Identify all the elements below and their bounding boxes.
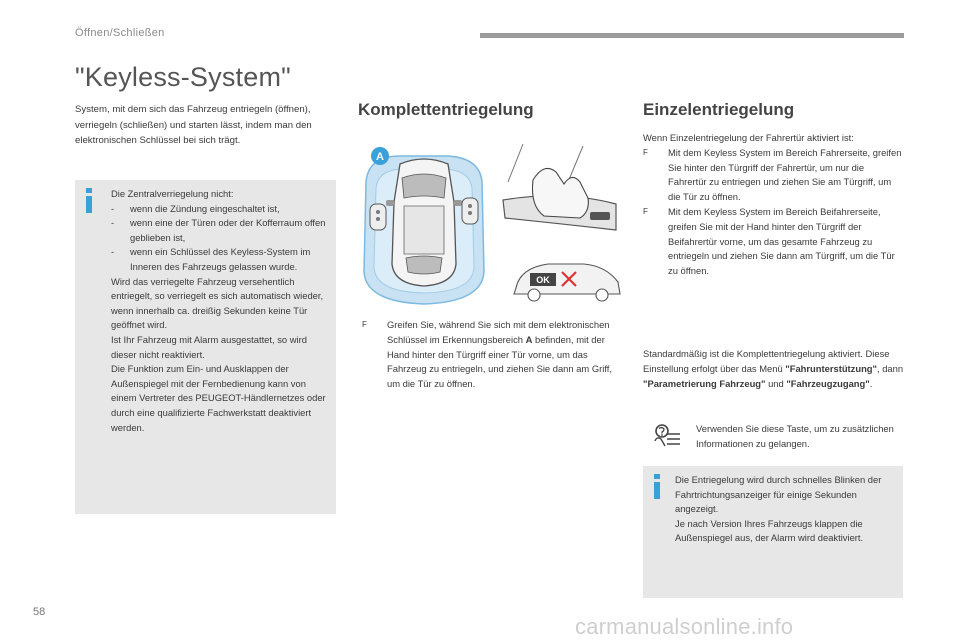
intro-text: System, mit dem sich das Fahrzeug entriegeln (öffnen), verriegeln (schließen) und starten lässt, indem man den elektronischen Schlüssel bei sich trägt. — [75, 104, 312, 146]
info-lead: Die Zentralverriegelung nicht: — [111, 188, 234, 199]
einzel-bullet: F Mit dem Keyless System im Bereich Fahrerseite, greifen Sie hinter den Türgriff der Fahrertür, um nur die Fahrertür zu entriegen und ziehen Sie am Türgriff, um die Tür zu öffnen. — [643, 146, 902, 203]
info-paragraph: Die Entriegelung wird durch schnelles Blinken der Fahrtrichtungsanzeiger für einige Sekunden angezeigt. — [675, 474, 882, 515]
komplett-instruction: F Greifen Sie, während Sie sich mit dem elektronischen Schlüssel im Erkennungsbereich A befinden, mit der Hand hinter den Türgriff einer Tür vorne, um das Fahrzeug zu entriegeln, und ziehen Sie dann am Griff, um die Tür zu öffnen. — [362, 318, 624, 392]
key-fob-icon — [462, 198, 478, 224]
heading-komplettentriegelung: Komplettentriegelung — [358, 100, 534, 119]
info-key-icon — [653, 422, 681, 450]
einzel-instructions — [643, 131, 905, 279]
info-box-text — [675, 473, 897, 546]
info-paragraph: Wird das verriegelte Fahrzeug versehentlich entriegelt, so verriegelt es sich automatisch wieder, wenn innerhalb ca. dreißig Sekunden keine Tür geöffnet wird. — [111, 275, 324, 331]
info-paragraph: Je nach Version Ihres Fahrzeugs klappen die Außenspiegel aus, der Alarm wird deaktiviert. — [675, 517, 864, 544]
info-item: - wenn die Zündung eingeschaltet ist, — [111, 202, 280, 214]
key-fob-icon — [370, 204, 386, 230]
zone-label-a — [371, 147, 389, 165]
page-number: 58 — [33, 606, 46, 618]
car-top-view-illustration — [386, 159, 462, 286]
info-item: - wenn ein Schlüssel des Keyless-System im Inneren des Fahrzeugs gelassen wurde. — [111, 246, 311, 272]
watermark: carmanualsonline.info — [575, 614, 794, 639]
info-box-right — [643, 466, 903, 598]
info-box-text — [111, 187, 329, 435]
bullet-marker: F — [362, 320, 367, 329]
info-paragraph: Ist Ihr Fahrzeug mit Alarm ausgestattet, so wird dieser nicht reaktiviert. — [111, 333, 307, 360]
hand-door-handle-illustration — [503, 144, 616, 230]
info-item: - wenn eine der Türen oder der Kofferraum offen geblieben ist, — [111, 217, 326, 243]
section-title: Öffnen/Schließen — [75, 27, 165, 39]
info-box-left — [75, 180, 336, 514]
keyless-illustration — [358, 142, 628, 312]
tip-text: Verwenden Sie diese Taste, um zu zusätzlichen Informationen zu gelangen. — [696, 423, 894, 449]
einzel-bullet: F Mit dem Keyless System im Bereich Beifahrerseite, greifen Sie mit der Hand hinter den Türgriff der Beifahrertür vorne, um das gesamte Fahrzeug zu entriegeln und ziehen Sie dann am Türgriff, um die Tür zu öffnen. — [643, 205, 895, 277]
standard-setting-text: Standardmäßig ist die Komplettentriegelung aktiviert. Diese Einstellung erfolgt über das Menü "Fahrunterstützung", dann "Parametrierung Fahrzeug" und "Fahrzeugzugang". — [643, 348, 904, 389]
header-bar — [480, 33, 904, 38]
svg-text:OK: OK — [536, 275, 550, 285]
info-paragraph: Die Funktion zum Ein- und Ausklappen der Außenspiegel mit der Fernbedienung kann von einem Vertreter des PEUGEOT-Händlernetzes oder durch eine qualifizierte Fachwerkstatt deaktiviert werden. — [111, 363, 326, 433]
svg-text:A: A — [376, 151, 384, 163]
page-title: "Keyless-System" — [75, 62, 291, 92]
heading-einzelentriegelung: Einzelentriegelung — [643, 100, 795, 119]
einzel-lead: Wenn Einzelentriegelung der Fahrertür aktiviert ist: — [643, 132, 854, 143]
